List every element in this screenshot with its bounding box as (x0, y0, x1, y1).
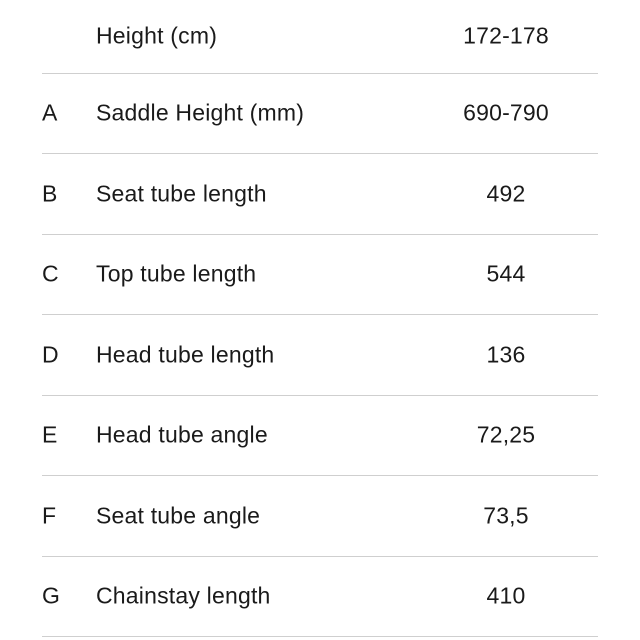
row-value: 172-178 (463, 22, 549, 49)
row-letter: F (42, 502, 57, 529)
row-label: Head tube length (96, 341, 275, 368)
row-letter: C (42, 260, 59, 287)
row-letter: G (42, 582, 61, 609)
geometry-table (42, 0, 598, 637)
table-row (42, 476, 598, 557)
row-value: 544 (486, 260, 526, 287)
row-letter: A (42, 99, 58, 126)
row-letter: E (42, 421, 58, 448)
row-label: Head tube angle (96, 421, 268, 448)
row-label: Seat tube angle (96, 502, 261, 529)
row-value: 690-790 (463, 99, 549, 126)
row-letter: D (42, 341, 59, 368)
table-row (42, 557, 598, 638)
row-label: Seat tube length (96, 180, 267, 207)
row-label: Height (cm) (96, 22, 218, 49)
row-label: Top tube length (96, 260, 257, 287)
table-row (42, 396, 598, 477)
row-value: 72,25 (476, 421, 536, 448)
table-row (42, 154, 598, 235)
row-value: 492 (486, 180, 526, 207)
row-label: Saddle Height (mm) (96, 99, 305, 126)
row-value: 410 (486, 582, 526, 609)
row-value: 73,5 (483, 502, 529, 529)
row-label: Chainstay length (96, 582, 271, 609)
row-letter: B (42, 180, 58, 207)
table-row (42, 74, 598, 155)
table-header-row (42, 0, 598, 74)
table-row (42, 235, 598, 316)
table-row (42, 315, 598, 396)
row-value: 136 (486, 341, 526, 368)
